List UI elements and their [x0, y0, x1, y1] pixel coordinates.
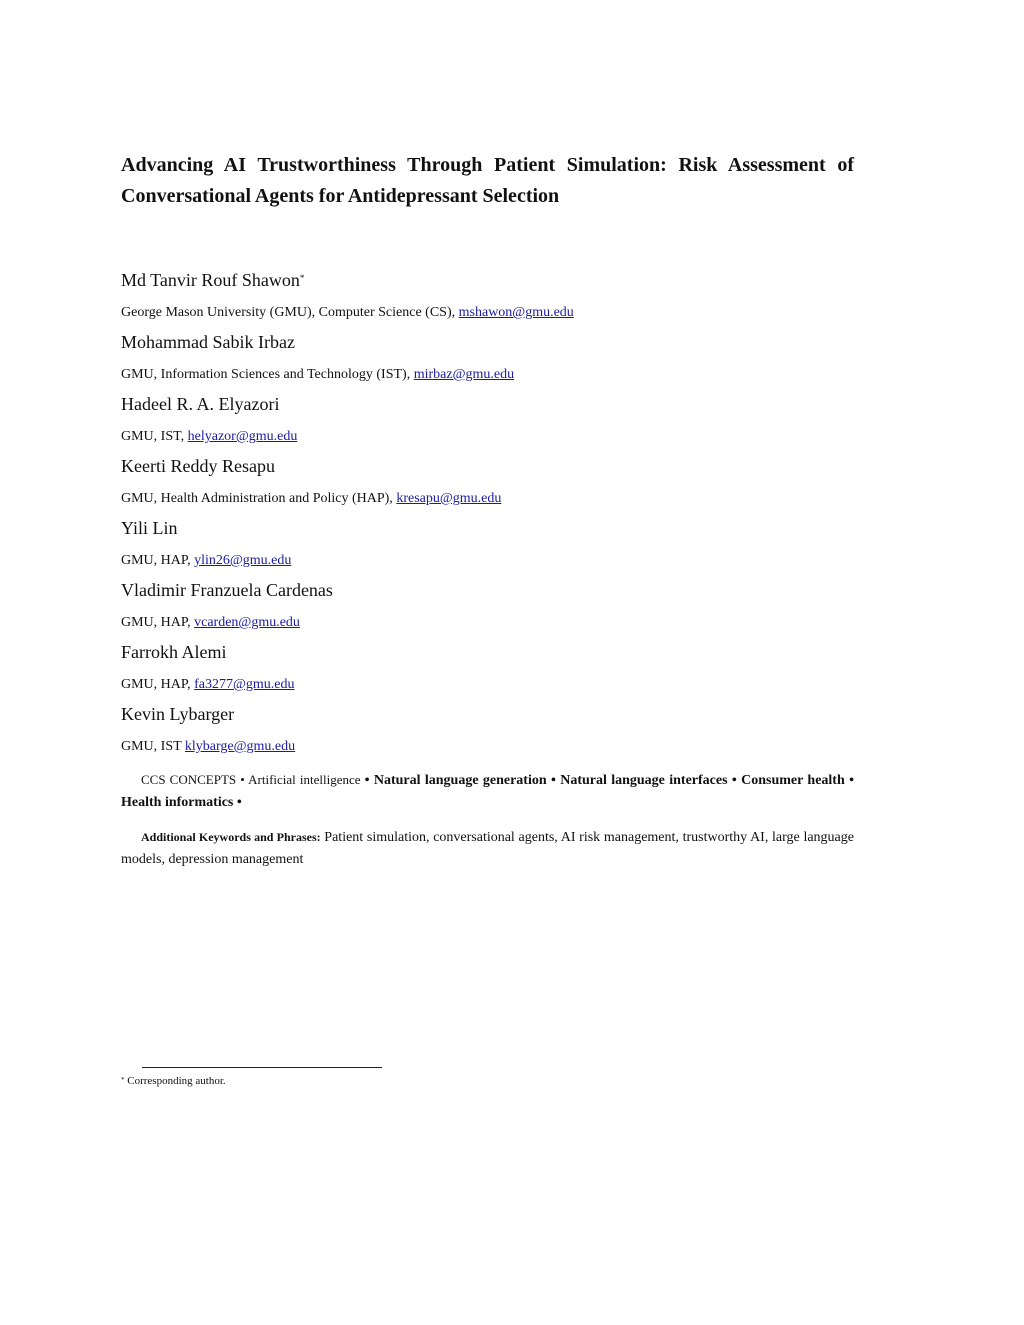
- author-name: Mohammad Sabik Irbaz: [121, 332, 295, 352]
- ccs-concepts: [121, 769, 854, 814]
- author-list: [121, 268, 854, 764]
- author-name: Vladimir Franzuela Cardenas: [121, 580, 333, 600]
- author-affiliation: GMU, HAP, vcarden@gmu.edu: [121, 615, 300, 630]
- author-email-link[interactable]: fa3277@gmu.edu: [194, 677, 295, 692]
- footnote: [121, 1073, 226, 1089]
- footnote-text: Corresponding author.: [124, 1075, 226, 1087]
- ccs-first-concept: • Artificial intelligence: [236, 772, 365, 787]
- author-affiliation: George Mason University (GMU), Computer Science (CS), mshawon@gmu.edu: [121, 305, 574, 320]
- ccs-label: CCS CONCEPTS: [141, 772, 237, 787]
- author-affiliation: GMU, IST klybarge@gmu.edu: [121, 739, 296, 754]
- author-email-link[interactable]: mirbaz@gmu.edu: [413, 367, 515, 382]
- footnote-mark: *: [121, 1076, 125, 1084]
- author-name: Farrokh Alemi: [121, 642, 227, 662]
- author-email-link[interactable]: ylin26@gmu.edu: [194, 553, 292, 568]
- author-name: Keerti Reddy Resapu: [121, 456, 275, 476]
- paper-title: Advancing AI Trustworthiness Through Patient Simulation: Risk Assessment of Conversational Agents for Antidepressant Selection: [121, 154, 854, 207]
- author-affiliation: GMU, IST, helyazor@gmu.edu: [121, 429, 298, 444]
- author-block: [121, 268, 854, 323]
- footnote-divider: [142, 1067, 382, 1068]
- author-block: [121, 454, 854, 509]
- author-affiliation: GMU, Information Sciences and Technology (IST), mirbaz@gmu.edu: [121, 367, 515, 382]
- author-block: [121, 702, 854, 757]
- author-name: Md Tanvir Rouf Shawon*: [121, 270, 305, 290]
- keywords-label: Additional Keywords and Phrases:: [141, 830, 321, 844]
- author-block: [121, 392, 854, 447]
- author-block: [121, 578, 854, 633]
- author-block: [121, 516, 854, 571]
- author-name: Kevin Lybarger: [121, 704, 235, 724]
- author-affiliation: GMU, HAP, fa3277@gmu.edu: [121, 677, 295, 692]
- author-name: Hadeel R. A. Elyazori: [121, 394, 280, 414]
- author-block: [121, 330, 854, 385]
- author-block: [121, 640, 854, 695]
- author-email-link[interactable]: klybarge@gmu.edu: [184, 739, 296, 754]
- author-email-link[interactable]: kresapu@gmu.edu: [396, 491, 502, 506]
- keywords-paragraph: [121, 826, 854, 871]
- author-name: Yili Lin: [121, 518, 178, 538]
- author-email-link[interactable]: vcarden@gmu.edu: [194, 615, 300, 630]
- author-affiliation: GMU, HAP, ylin26@gmu.edu: [121, 553, 292, 568]
- author-affiliation: GMU, Health Administration and Policy (HAP), kresapu@gmu.edu: [121, 491, 502, 506]
- author-email-link[interactable]: helyazor@gmu.edu: [187, 429, 298, 444]
- corresponding-author-mark: *: [299, 273, 305, 283]
- ccs-bold-concepts: • Natural language generation • Natural language interfaces • Consumer health • Health informatics •: [121, 773, 854, 810]
- keywords-text: Patient simulation, conversational agents, AI risk management, trustworthy AI, large language models, depression management: [121, 830, 854, 867]
- author-email-link[interactable]: mshawon@gmu.edu: [458, 305, 574, 320]
